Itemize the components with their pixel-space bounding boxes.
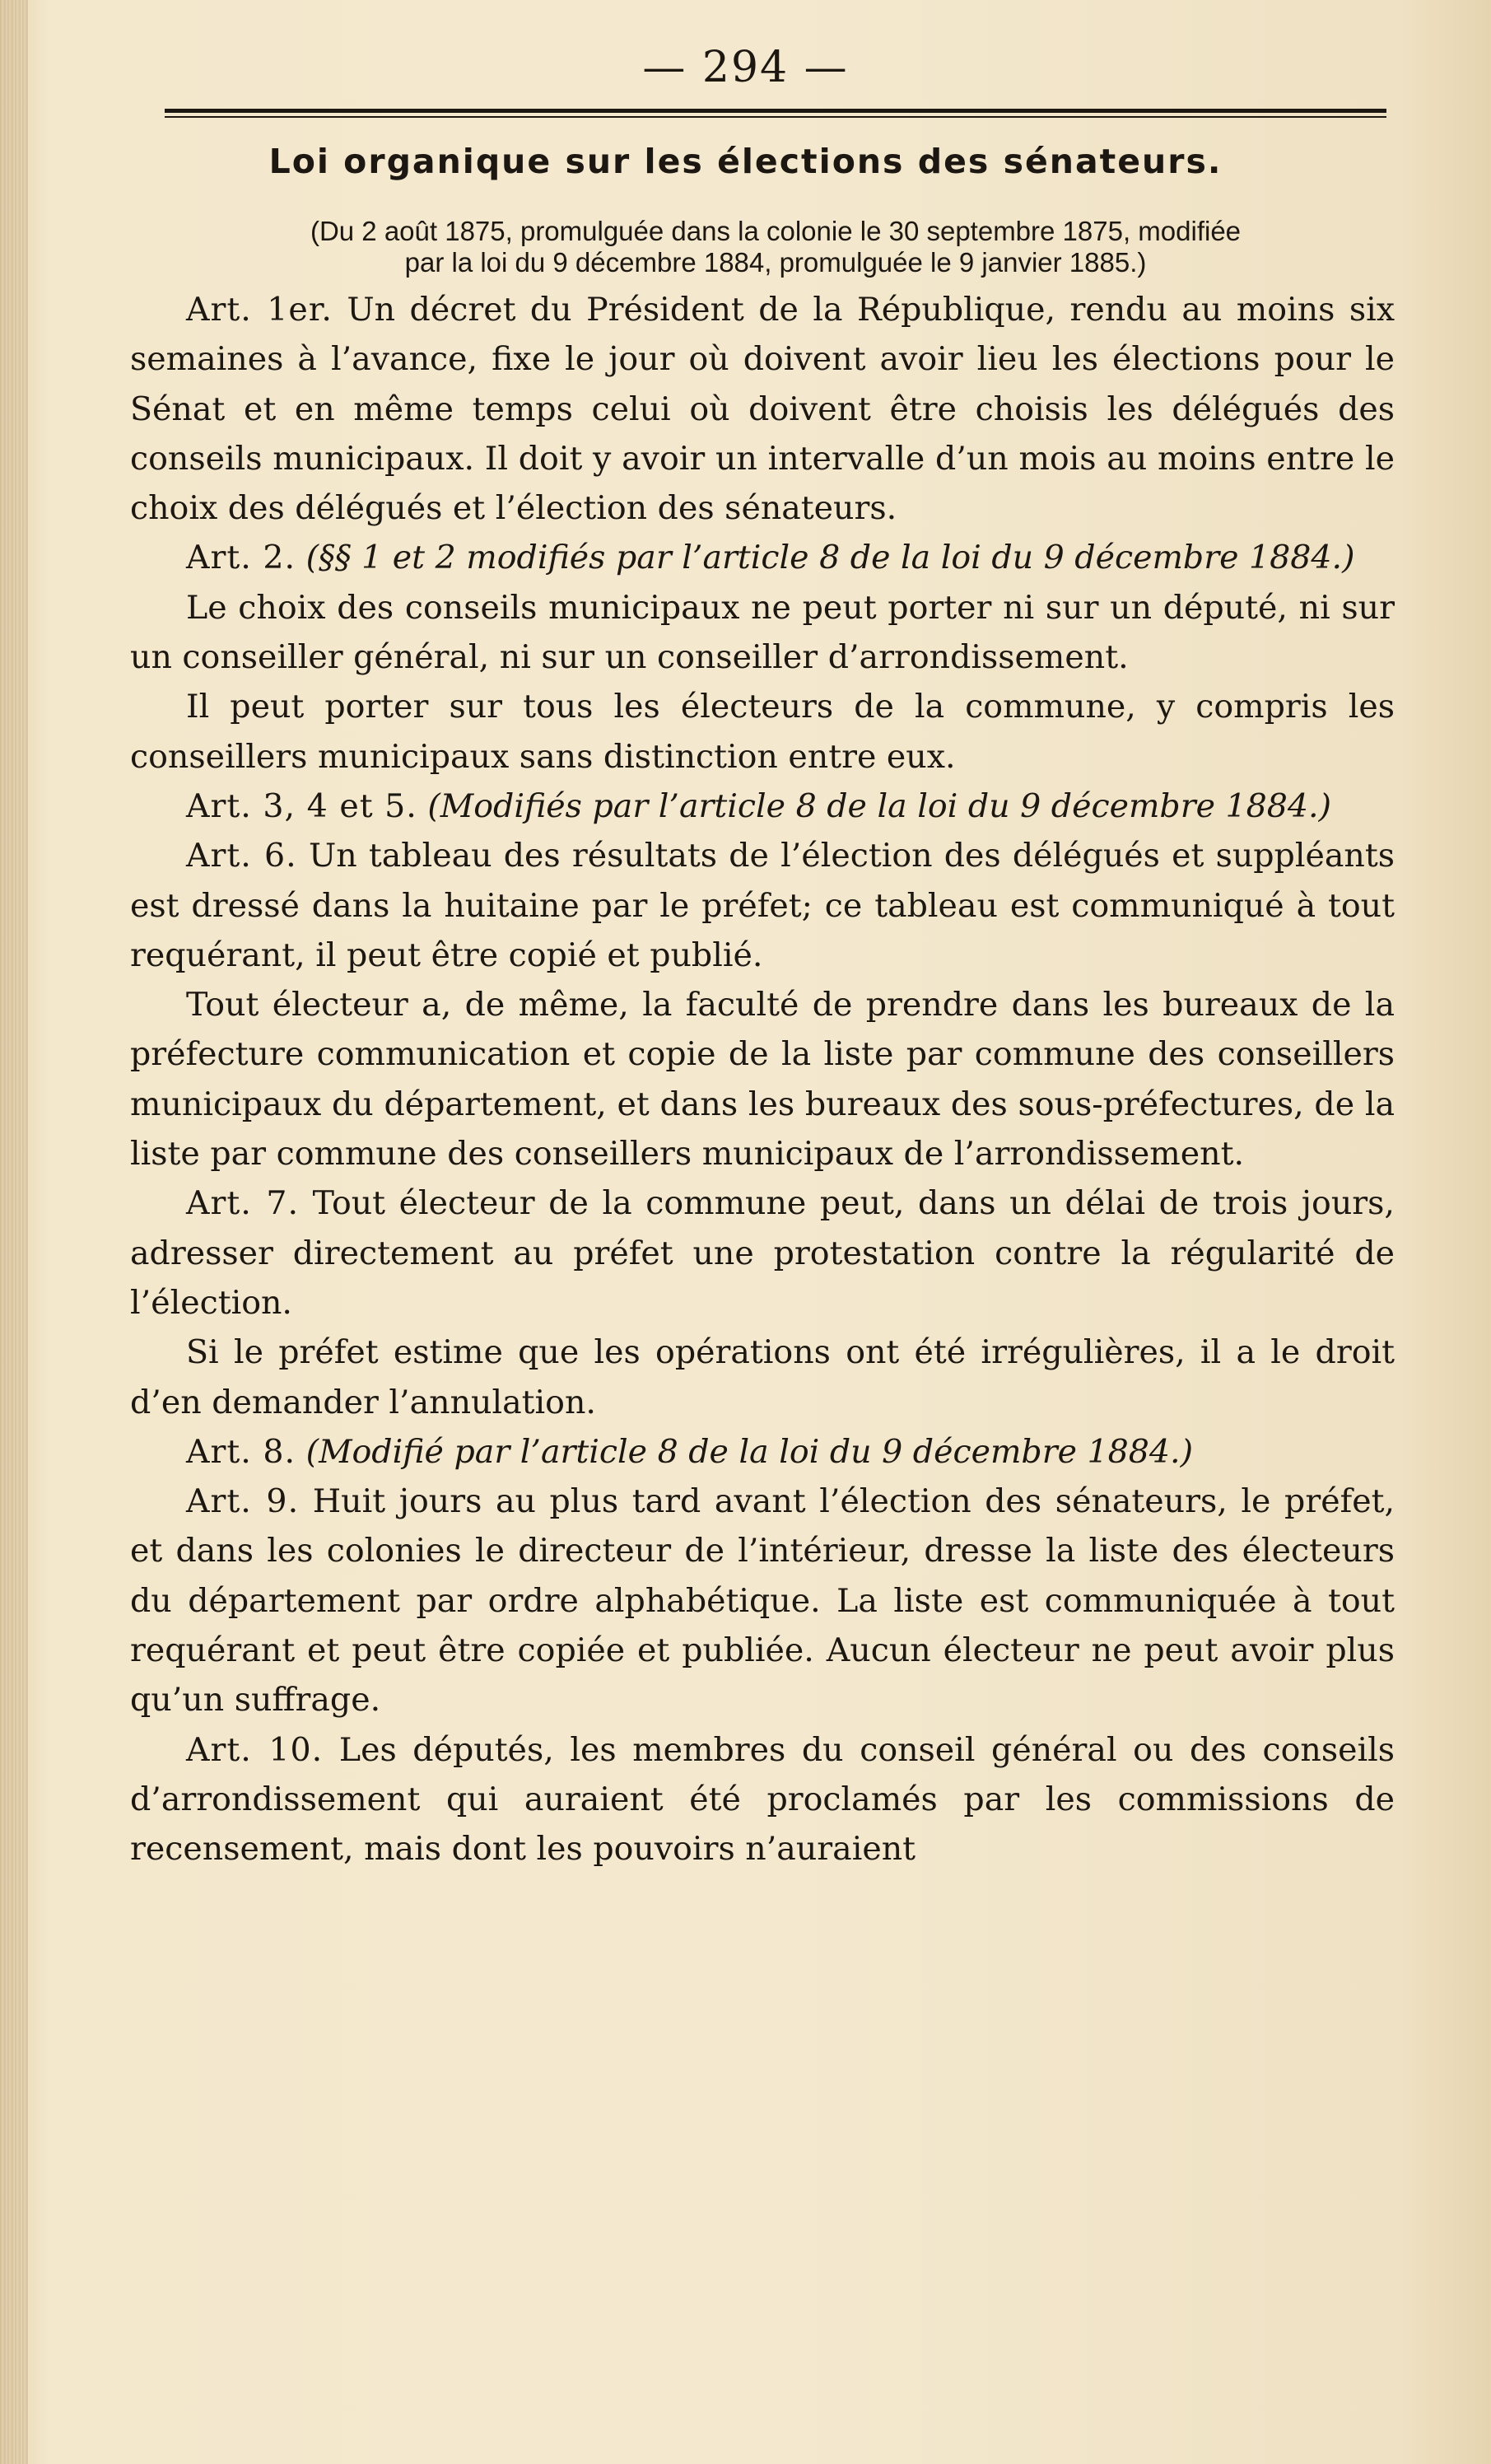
header-rule-thin [165,116,1386,118]
paragraph-art-6 [130,831,1395,980]
article-number: Art. 10. [186,1730,324,1769]
page-gutter [0,0,28,2464]
paragraph [130,980,1395,1178]
page-number: — 294 — [642,43,849,92]
article-number: Art. 1er. [186,291,333,329]
paragraph-art-7 [130,1178,1395,1328]
section-title: Loi organique sur les élections des sénateurs. [268,142,1223,181]
subtitle-line-2: par la loi du 9 décembre 1884, promulguée le 9 janvier 1885.) [404,247,1147,278]
paragraph-art-9 [130,1477,1395,1724]
paragraph-note: (§§ 1 et 2 modifiés par l’article 8 de la loi du 9 décembre 1884.) [305,539,1355,577]
paragraph-art-10 [130,1725,1395,1874]
paragraph-text: Le choix des conseils municipaux ne peut porter ni sur un député, ni sur un conseiller général, ni sur un conseiller d’arrondissement. [130,588,1395,677]
paragraph-text: Les députés, les membres du conseil général ou des conseils d’arrondissement qui auraient été proclamés par les commissions de recensement, mais dont les pouvoirs n’auraient [130,1730,1395,1869]
section-subtitle [165,216,1386,278]
article-number: Art. 7. [186,1184,300,1223]
paragraph [130,1328,1395,1427]
paragraph-note: (Modifiés par l’article 8 de la loi du 9 décembre 1884.) [427,786,1332,825]
paragraph-text: Huit jours au plus tard avant l’élection des sénateurs, le préfet, et dans les colonies le directeur de l’intérieur, dresse la liste des électeurs du département par ordre alphabétique. La liste est communiquée à tout requérant et peut être copiée et publiée. Aucun électeur ne peut avoir plus qu’un suffrage. [130,1482,1395,1720]
paragraph-text: Si le préfet estime que les opérations ont été irrégulières, il a le droit d’en demander l’annulation. [130,1333,1395,1421]
paragraph-text: Un tableau des résultats de l’élection des délégués et suppléants est dressé dans la huitaine par le préfet; ce tableau est communiqué à tout requérant, il peut être copié et publié. [130,837,1395,974]
document-body [130,285,1395,1874]
paragraph [130,583,1395,683]
paragraph-note: (Modifié par l’article 8 de la loi du 9 décembre 1884.) [305,1432,1193,1471]
article-number: Art. 3, 4 et 5. [186,786,417,825]
paragraph [130,682,1395,782]
paragraph-art-3-5 [130,782,1395,831]
paragraph-art-1 [130,285,1395,533]
article-number: Art. 8. [186,1432,296,1471]
paragraph-art-2 [130,533,1395,582]
paragraph-text: Tout électeur a, de même, la faculté de prendre dans les bureaux de la préfecture communication et copie de la liste par commune des conseillers municipaux du département, et dans les bureaux des sous-préfectures, de la liste par commune des conseillers municipaux de l’arrondissement. [130,986,1395,1174]
article-number: Art. 2. [186,539,296,577]
paragraph-art-8 [130,1427,1395,1477]
article-number: Art. 9. [186,1482,300,1521]
paragraph-text: Un décret du Président de la République, rendu au moins six semaines à l’avance, fixe le jour où doivent avoir lieu les élections pour le Sénat et en même temps celui où doivent être choisis les délégués des conseils municipaux. Il doit y avoir un intervalle d’un mois au moins entre le choix des délégués et l’élection des sénateurs. [130,291,1395,528]
article-number: Art. 6. [186,837,297,875]
paragraph-text: Tout électeur de la commune peut, dans un délai de trois jours, adresser directement au préfet une protestation contre la régularité de l’élection. [130,1184,1395,1322]
paragraph-text: Il peut porter sur tous les électeurs de la commune, y compris les conseillers municipaux sans distinction entre eux. [130,688,1395,776]
subtitle-line-1: (Du 2 août 1875, promulguée dans la colonie le 30 septembre 1875, modifiée [310,216,1242,246]
header-rule-thick [165,109,1386,113]
